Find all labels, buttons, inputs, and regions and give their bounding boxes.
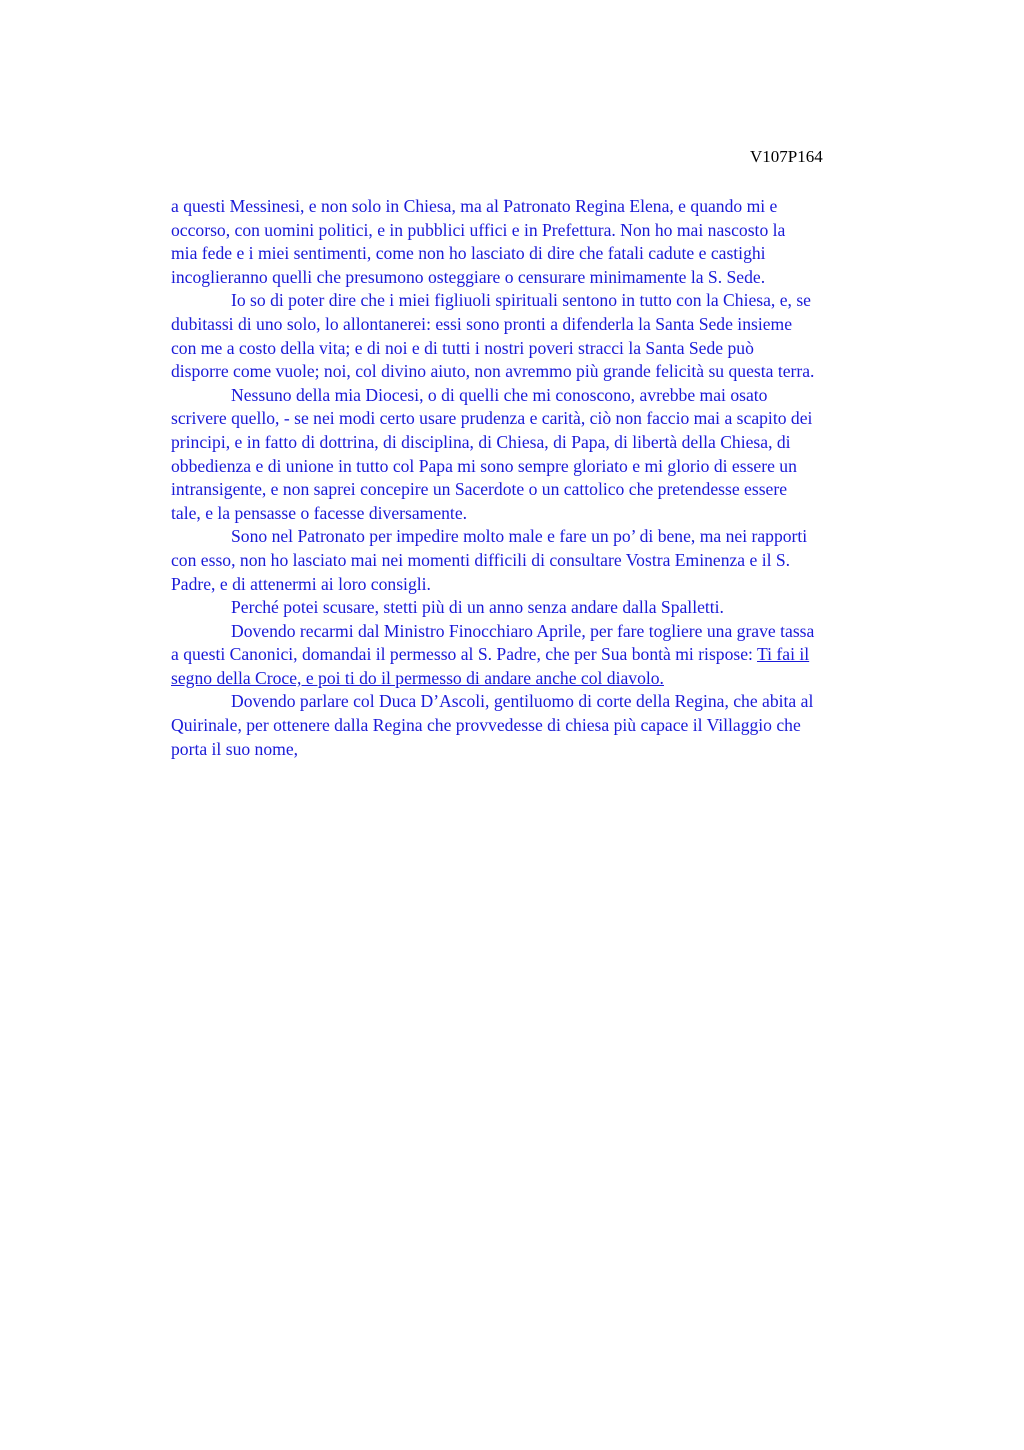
text-line: principi, e in fatto di dottrina, di disciplina, di Chiesa, di Papa, di libertà della Chiesa, di bbox=[171, 431, 791, 452]
text-line: tale, e la pensasse o facesse diversamente. bbox=[171, 502, 468, 523]
text-line: Io so di poter dire che i miei figliuoli spirituali sentono in tutto con la Chiesa, e, se bbox=[231, 290, 811, 311]
underlined-quote: segno della Croce, e poi ti do il permesso di andare anche col diavolo. bbox=[171, 667, 664, 688]
text-line: dubitassi di uno solo, lo allontanerei: essi sono pronti a difenderla la Santa Sede insieme bbox=[171, 313, 793, 334]
text-line-part: a questi Canonici, domandai il permesso al S. Padre, che per Sua bontà mi rispose: bbox=[171, 644, 758, 665]
text-line: con me a costo della vita; e di noi e di tutti i nostri poveri stracci la Santa Sede può bbox=[171, 337, 754, 358]
text-line: disporre come vuole; noi, col divino aiuto, non avremmo più grande felicità su questa terra. bbox=[171, 361, 815, 382]
text-line: Padre, e di attenermi ai loro consigli. bbox=[171, 573, 431, 594]
underlined-quote: Ti fai il bbox=[757, 644, 810, 665]
text-line: porta il suo nome, bbox=[171, 738, 299, 759]
text-line bbox=[171, 643, 933, 667]
text-line: Sono nel Patronato per impedire molto male e fare un po’ di bene, ma nei rapporti bbox=[231, 526, 808, 547]
text-line: scrivere quello, - se nei modi certo usare prudenza e carità, ciò non faccio mai a scapito dei bbox=[171, 408, 813, 429]
text-line: Dovendo recarmi dal Ministro Finocchiaro Aprile, per fare togliere una grave tassa bbox=[231, 620, 815, 641]
text-line: Quirinale, per ottenere dalla Regina che provvedesse di chiesa più capace il Villaggio che bbox=[171, 715, 801, 736]
page-reference: V107P164 bbox=[750, 147, 823, 166]
text-line: mia fede e i miei sentimenti, come non ho lasciato di dire che fatali cadute e castighi bbox=[171, 243, 766, 264]
text-line: Perché potei scusare, stetti più di un anno senza andare dalla Spalletti. bbox=[231, 597, 724, 618]
letter-body bbox=[171, 195, 933, 761]
text-line: occorso, con uomini politici, e in pubblici uffici e in Prefettura. Non ho mai nascosto la bbox=[171, 219, 786, 240]
text-line: obbedienza e di unione in tutto col Papa mi sono sempre gloriato e mi glorio di essere un bbox=[171, 455, 797, 476]
text-line: con esso, non ho lasciato mai nei momenti difficili di consultare Vostra Eminenza e il S. bbox=[171, 549, 791, 570]
text-line: Dovendo parlare col Duca D’Ascoli, gentiluomo di corte della Regina, che abita al bbox=[231, 691, 814, 712]
text-line: Nessuno della mia Diocesi, o di quelli che mi conoscono, avrebbe mai osato bbox=[231, 384, 768, 405]
text-line: a questi Messinesi, e non solo in Chiesa, ma al Patronato Regina Elena, e quando mi e bbox=[171, 196, 778, 216]
text-line: intransigente, e non saprei concepire un Sacerdote o un cattolico che pretendesse essere bbox=[171, 479, 788, 500]
text-line: incoglieranno quelli che presumono osteggiare o censurare minimamente la S. Sede. bbox=[171, 266, 766, 287]
